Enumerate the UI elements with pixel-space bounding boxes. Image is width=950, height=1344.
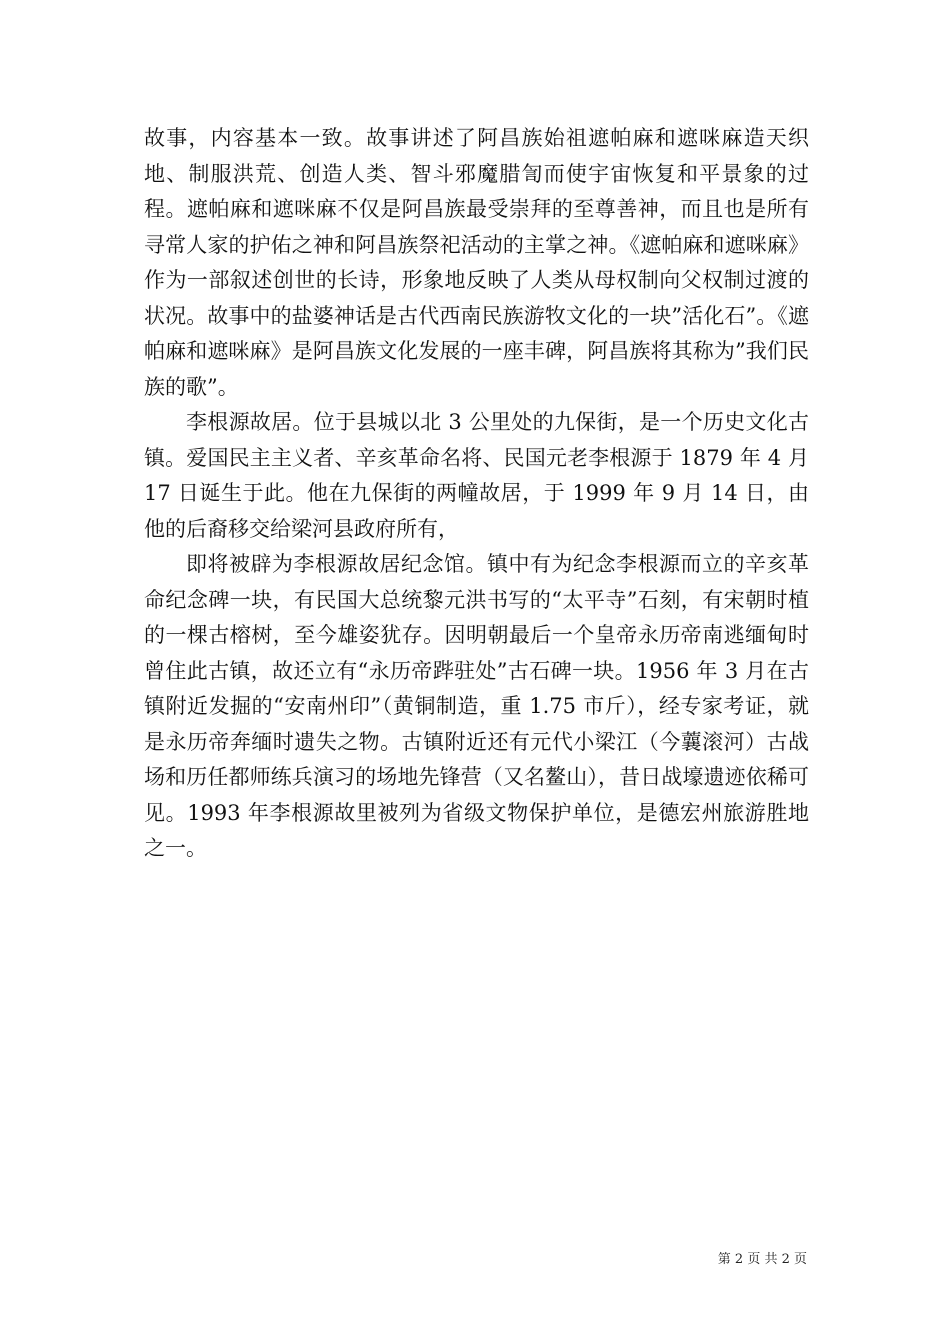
- paragraph-memorial-hall: 即将被辟为李根源故居纪念馆。镇中有为纪念李根源而立的辛亥革命纪念碑一块，有民国大总统黎元洪书写的“太平寺”石刻，有宋朝时植的一棵古榕树，至今雄姿犹存。因明朝最后一个皇帝永历帝南逃缅甸时曾住此古镇，故还立有“永历帝跸驻处”古石碑一块。1956 年 3 月在古镇附近发掘的“安南州印”（黄铜制造，重 1.75 市斤），经专家考证，就是永历帝奔缅时遗失之物。古镇附近还有元代小梁江（今蘘滚河）古战场和历任都师练兵演习的场地先锋营（又名鳌山），昔日战壕遗迹依稀可见。1993 年李根源故里被列为省级文物保护单位，是德宏州旅游胜地之一。: [144, 552, 809, 860]
- paragraph-li-genyuan-residence: 李根源故居。位于县城以北 3 公里处的九保街，是一个历史文化古镇。爱国民主主义者、辛亥革命名将、民国元老李根源于 1879 年 4 月 17 日诞生于此。他在九保街的两幢故居，于 1999 年 9 月 14 日，由他的后裔移交给梁河县政府所有，: [144, 410, 809, 541]
- paragraph-continuation: 故事，内容基本一致。故事讲述了阿昌族始祖遮帕麻和遮咪麻造天织地、制服洪荒、创造人类、智斗邪魔腊訇而使宇宙恢复和平景象的过程。遮帕麻和遮咪麻不仅是阿昌族最受崇拜的至尊善神，而且也是所有寻常人家的护佑之神和阿昌族祭祀活动的主掌之神。《遮帕麻和遮咪麻》作为一部叙述创世的长诗，形象地反映了人类从母权制向父权制过渡的状况。故事中的盐婆神话是古代西南民族游牧文化的一块”活化石”。《遮帕麻和遮咪麻》是阿昌族文化发展的一座丰碑，阿昌族将其称为”我们民族的歌”。: [144, 126, 809, 399]
- page-number-footer: 第 2 页 共 2 页: [717, 1252, 807, 1267]
- body-text: [144, 121, 809, 867]
